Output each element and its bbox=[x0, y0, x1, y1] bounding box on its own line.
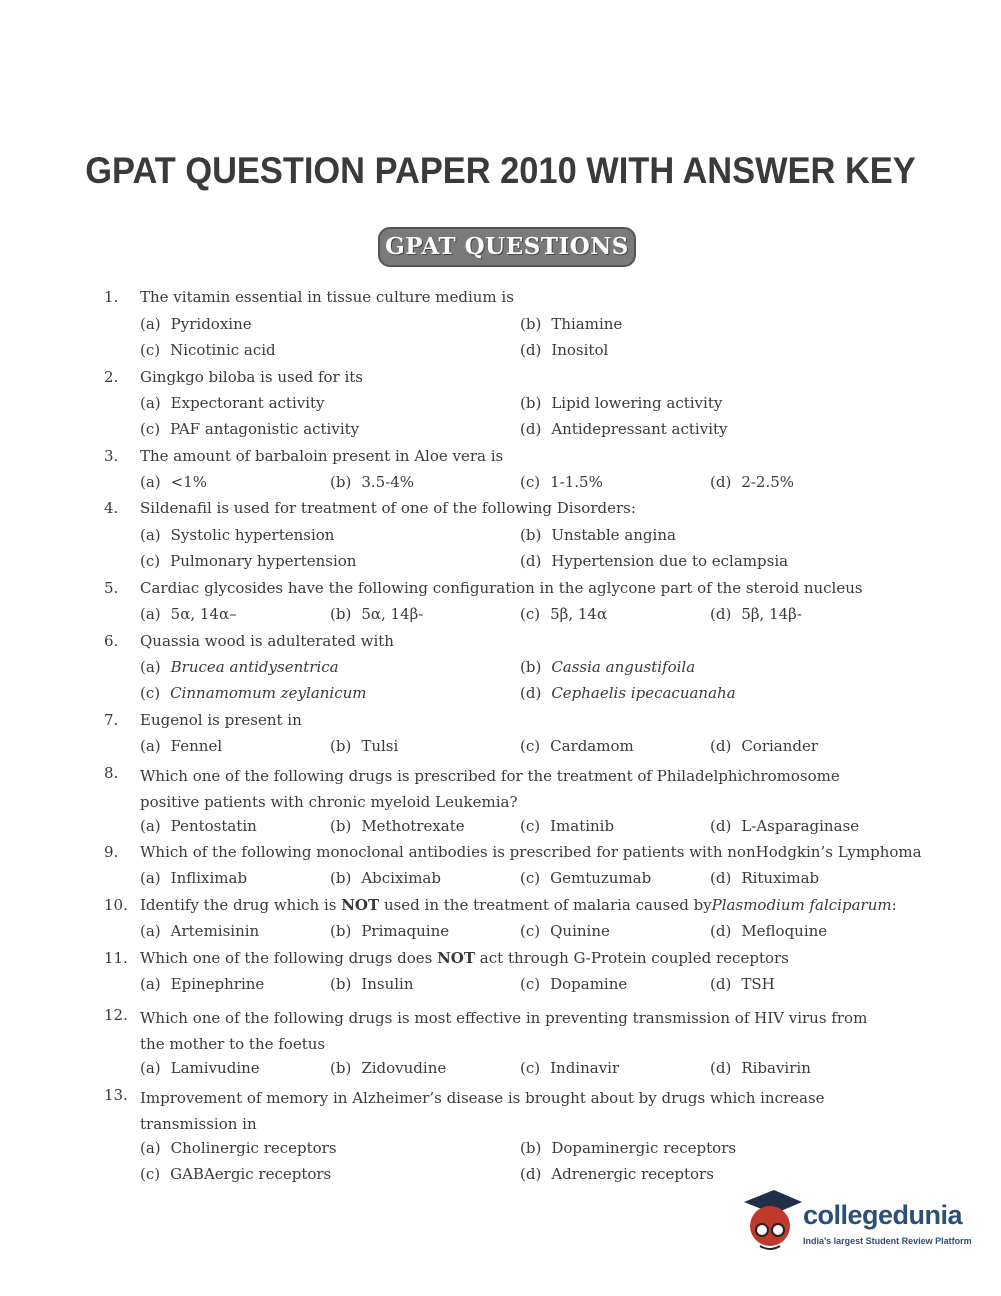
option bbox=[520, 921, 610, 941]
option bbox=[520, 340, 608, 360]
option-label: (c) bbox=[520, 922, 541, 940]
option-label: (b) bbox=[330, 737, 352, 755]
question-number: 1. bbox=[104, 288, 119, 306]
option bbox=[520, 736, 634, 756]
option-text: Tulsi bbox=[361, 737, 399, 755]
option-label: (d) bbox=[710, 922, 732, 940]
question-text: Quassia wood is adulterated with bbox=[140, 632, 394, 650]
option-label: (b) bbox=[330, 605, 352, 623]
option bbox=[710, 604, 802, 624]
option-label: (d) bbox=[520, 1165, 542, 1183]
option bbox=[520, 1058, 619, 1078]
option bbox=[520, 419, 728, 439]
option-label: (a) bbox=[140, 1059, 161, 1077]
question-number: 9. bbox=[104, 843, 119, 861]
option-label: (a) bbox=[140, 526, 161, 544]
question-text-part: Identify the drug which is bbox=[140, 896, 342, 914]
option-text: Antidepressant activity bbox=[551, 420, 728, 438]
option bbox=[140, 1058, 260, 1078]
option-text: 5β, 14α bbox=[550, 605, 608, 623]
option-label: (c) bbox=[140, 1165, 161, 1183]
option-text: Mefloquine bbox=[741, 922, 828, 940]
option-text: Insulin bbox=[361, 975, 414, 993]
option-label: (b) bbox=[330, 817, 352, 835]
option-text: Coriander bbox=[741, 737, 819, 755]
option-text: Rituximab bbox=[741, 869, 820, 887]
option bbox=[140, 683, 367, 703]
question-number: 6. bbox=[104, 632, 119, 650]
option-label: (a) bbox=[140, 1139, 161, 1157]
question-text: The amount of barbaloin present in Aloe vera is bbox=[140, 447, 504, 465]
question-number: 7. bbox=[104, 711, 119, 729]
option bbox=[520, 974, 627, 994]
option-text: Indinavir bbox=[550, 1059, 620, 1077]
option-text: Cephaelis ipecacuanaha bbox=[551, 684, 736, 702]
option bbox=[710, 736, 818, 756]
option-text: Cinnamomum zeylanicum bbox=[170, 684, 367, 702]
option-text: Unstable angina bbox=[551, 526, 676, 544]
option-label: (b) bbox=[520, 315, 542, 333]
option-text: 1-1.5% bbox=[550, 473, 603, 491]
option bbox=[140, 657, 339, 677]
question-text bbox=[140, 948, 789, 968]
option-text: 2-2.5% bbox=[741, 473, 795, 491]
question-text: Improvement of memory in Alzheimer’s disease is brought about by drugs which increase transmission in bbox=[140, 1089, 825, 1133]
option bbox=[330, 604, 423, 624]
option bbox=[520, 1164, 714, 1184]
option bbox=[140, 921, 259, 941]
option-text: Methotrexate bbox=[361, 817, 465, 835]
option-label: (d) bbox=[710, 473, 732, 491]
option bbox=[140, 974, 264, 994]
option-label: (c) bbox=[520, 869, 541, 887]
option-text: Brucea antidysentrica bbox=[170, 658, 339, 676]
option-text: Quinine bbox=[550, 922, 610, 940]
option-label: (d) bbox=[710, 817, 732, 835]
question-text: Eugenol is present in bbox=[140, 711, 302, 729]
option-label: (d) bbox=[710, 605, 732, 623]
option-label: (b) bbox=[520, 658, 542, 676]
option-text: Abciximab bbox=[361, 869, 441, 887]
option-text: 3.5-4% bbox=[361, 473, 415, 491]
option bbox=[140, 525, 334, 545]
option-text: Fennel bbox=[170, 737, 223, 755]
option bbox=[140, 340, 276, 360]
option-label: (c) bbox=[140, 420, 161, 438]
option-label: (a) bbox=[140, 315, 161, 333]
option-text: Epinephrine bbox=[170, 975, 265, 993]
question-number: 12. bbox=[104, 1006, 128, 1024]
option-label: (b) bbox=[330, 473, 352, 491]
option-text: Lamivudine bbox=[170, 1059, 260, 1077]
question-number: 4. bbox=[104, 499, 119, 517]
question-number: 13. bbox=[104, 1086, 128, 1104]
option-text: Primaquine bbox=[361, 922, 450, 940]
option-label: (a) bbox=[140, 817, 161, 835]
question-text-part: NOT bbox=[437, 949, 476, 967]
option-text: Cholinergic receptors bbox=[170, 1139, 337, 1157]
option-label: (d) bbox=[710, 975, 732, 993]
logo-tagline: India's largest Student Review Platform bbox=[803, 1236, 972, 1246]
option bbox=[330, 736, 398, 756]
option-text: Lipid lowering activity bbox=[551, 394, 723, 412]
question-text bbox=[140, 895, 897, 915]
option-text: Nicotinic acid bbox=[170, 341, 276, 359]
option-text: 5α, 14β- bbox=[361, 605, 424, 623]
logo-name: collegedunia bbox=[803, 1200, 963, 1230]
option bbox=[140, 472, 207, 492]
option-text: Ribavirin bbox=[741, 1059, 811, 1077]
option-text: Imatinib bbox=[550, 817, 615, 835]
option-text: Cardamom bbox=[550, 737, 634, 755]
option-text: Zidovudine bbox=[361, 1059, 447, 1077]
question-text: Which of the following monoclonal antibodies is prescribed for patients with nonHodgkin’s Lymphoma bbox=[140, 843, 922, 861]
option-text: GABAergic receptors bbox=[170, 1165, 332, 1183]
question-number: 10. bbox=[104, 896, 128, 914]
option bbox=[520, 314, 622, 334]
option-label: (c) bbox=[520, 473, 541, 491]
option bbox=[520, 816, 614, 836]
question-text: Which one of the following drugs is most effective in preventing transmission of HIV virus from the mother to the foetus bbox=[140, 1009, 868, 1053]
option bbox=[330, 921, 449, 941]
question-text-part: : bbox=[891, 896, 897, 914]
question-text: Cardiac glycosides have the following configuration in the aglycone part of the steroid nucleus bbox=[140, 579, 863, 597]
option bbox=[140, 314, 252, 334]
option bbox=[710, 816, 859, 836]
question-number: 11. bbox=[104, 949, 128, 967]
option-label: (a) bbox=[140, 975, 161, 993]
question-number: 2. bbox=[104, 368, 119, 386]
option-label: (c) bbox=[140, 552, 161, 570]
option-label: (d) bbox=[710, 737, 732, 755]
option bbox=[520, 683, 736, 703]
option-label: (b) bbox=[330, 922, 352, 940]
option-text: Adrenergic receptors bbox=[551, 1165, 714, 1183]
question-text-part: act through G-Protein coupled receptors bbox=[475, 949, 789, 967]
option bbox=[140, 868, 247, 888]
option-label: (c) bbox=[520, 737, 541, 755]
option-text: TSH bbox=[741, 975, 775, 993]
option bbox=[140, 551, 356, 571]
option bbox=[140, 736, 222, 756]
option-label: (b) bbox=[330, 869, 352, 887]
option-label: (b) bbox=[520, 394, 542, 412]
page-title: GPAT QUESTION PAPER 2010 WITH ANSWER KEY bbox=[85, 150, 916, 191]
option-text: Infliximab bbox=[170, 869, 248, 887]
option bbox=[330, 868, 441, 888]
question-text-part: Which one of the following drugs does bbox=[140, 949, 438, 967]
option-label: (b) bbox=[520, 1139, 542, 1157]
option-label: (c) bbox=[520, 1059, 541, 1077]
option bbox=[330, 1058, 446, 1078]
option bbox=[140, 816, 257, 836]
option bbox=[710, 868, 819, 888]
option-label: (d) bbox=[520, 420, 542, 438]
option-text: Pulmonary hypertension bbox=[170, 552, 357, 570]
option bbox=[330, 472, 414, 492]
option-text: Gemtuzumab bbox=[550, 869, 652, 887]
option-text: Pyridoxine bbox=[170, 315, 252, 333]
question-text: Which one of the following drugs is prescribed for the treatment of Philadelphichromosome positive patients with chronic myeloid Leukemia? bbox=[140, 767, 840, 811]
option-label: (b) bbox=[330, 975, 352, 993]
option bbox=[710, 921, 827, 941]
option-text: Hypertension due to eclampsia bbox=[551, 552, 789, 570]
option-label: (d) bbox=[710, 869, 732, 887]
question-number: 8. bbox=[104, 764, 119, 782]
option bbox=[140, 1164, 331, 1184]
option bbox=[140, 1138, 337, 1158]
option-label: (d) bbox=[710, 1059, 732, 1077]
option-label: (c) bbox=[140, 341, 161, 359]
option-text: Cassia angustifoila bbox=[551, 658, 696, 676]
option bbox=[330, 816, 465, 836]
option-text: 5β, 14β- bbox=[741, 605, 802, 623]
option bbox=[520, 525, 676, 545]
option-label: (b) bbox=[520, 526, 542, 544]
option-label: (c) bbox=[520, 975, 541, 993]
question-text: Gingkgo biloba is used for its bbox=[140, 368, 363, 386]
question-text-part: used in the treatment of malaria caused by bbox=[379, 896, 712, 914]
question-text-part: Plasmodium falciparum bbox=[711, 896, 892, 914]
option-label: (a) bbox=[140, 737, 161, 755]
option-text: Expectorant activity bbox=[170, 394, 325, 412]
option bbox=[520, 1138, 736, 1158]
option-label: (d) bbox=[520, 341, 542, 359]
option-label: (c) bbox=[140, 684, 161, 702]
option bbox=[140, 419, 359, 439]
question-number: 5. bbox=[104, 579, 119, 597]
option bbox=[520, 551, 788, 571]
option bbox=[520, 393, 722, 413]
option bbox=[710, 974, 775, 994]
question-text: The vitamin essential in tissue culture medium is bbox=[140, 288, 514, 306]
option-text: Systolic hypertension bbox=[170, 526, 335, 544]
option bbox=[330, 974, 414, 994]
option bbox=[520, 657, 695, 677]
option bbox=[520, 472, 603, 492]
option bbox=[140, 604, 237, 624]
option-label: (a) bbox=[140, 473, 161, 491]
option-text: Inositol bbox=[551, 341, 609, 359]
option-label: (a) bbox=[140, 605, 161, 623]
option-label: (a) bbox=[140, 394, 161, 412]
option-text: <1% bbox=[170, 473, 208, 491]
option-text: PAF antagonistic activity bbox=[170, 420, 360, 438]
option-text: Pentostatin bbox=[170, 817, 257, 835]
option-label: (b) bbox=[330, 1059, 352, 1077]
option bbox=[710, 472, 794, 492]
option-label: (a) bbox=[140, 658, 161, 676]
option-text: Dopaminergic receptors bbox=[551, 1139, 737, 1157]
option bbox=[520, 868, 651, 888]
option-text: L-Asparaginase bbox=[741, 817, 860, 835]
option bbox=[710, 1058, 811, 1078]
option-text: Artemisinin bbox=[170, 922, 260, 940]
option-label: (a) bbox=[140, 869, 161, 887]
option-text: 5α, 14α– bbox=[170, 605, 237, 623]
option-label: (a) bbox=[140, 922, 161, 940]
option bbox=[140, 393, 325, 413]
option-label: (d) bbox=[520, 684, 542, 702]
question-text: Sildenafil is used for treatment of one of the following Disorders: bbox=[140, 499, 636, 517]
option-label: (d) bbox=[520, 552, 542, 570]
option bbox=[520, 604, 607, 624]
question-number: 3. bbox=[104, 447, 119, 465]
option-text: Thiamine bbox=[551, 315, 623, 333]
option-text: Dopamine bbox=[550, 975, 628, 993]
section-badge: GPAT QUESTIONS bbox=[378, 227, 636, 267]
question-text-part: NOT bbox=[341, 896, 380, 914]
option-label: (c) bbox=[520, 817, 541, 835]
option-label: (c) bbox=[520, 605, 541, 623]
